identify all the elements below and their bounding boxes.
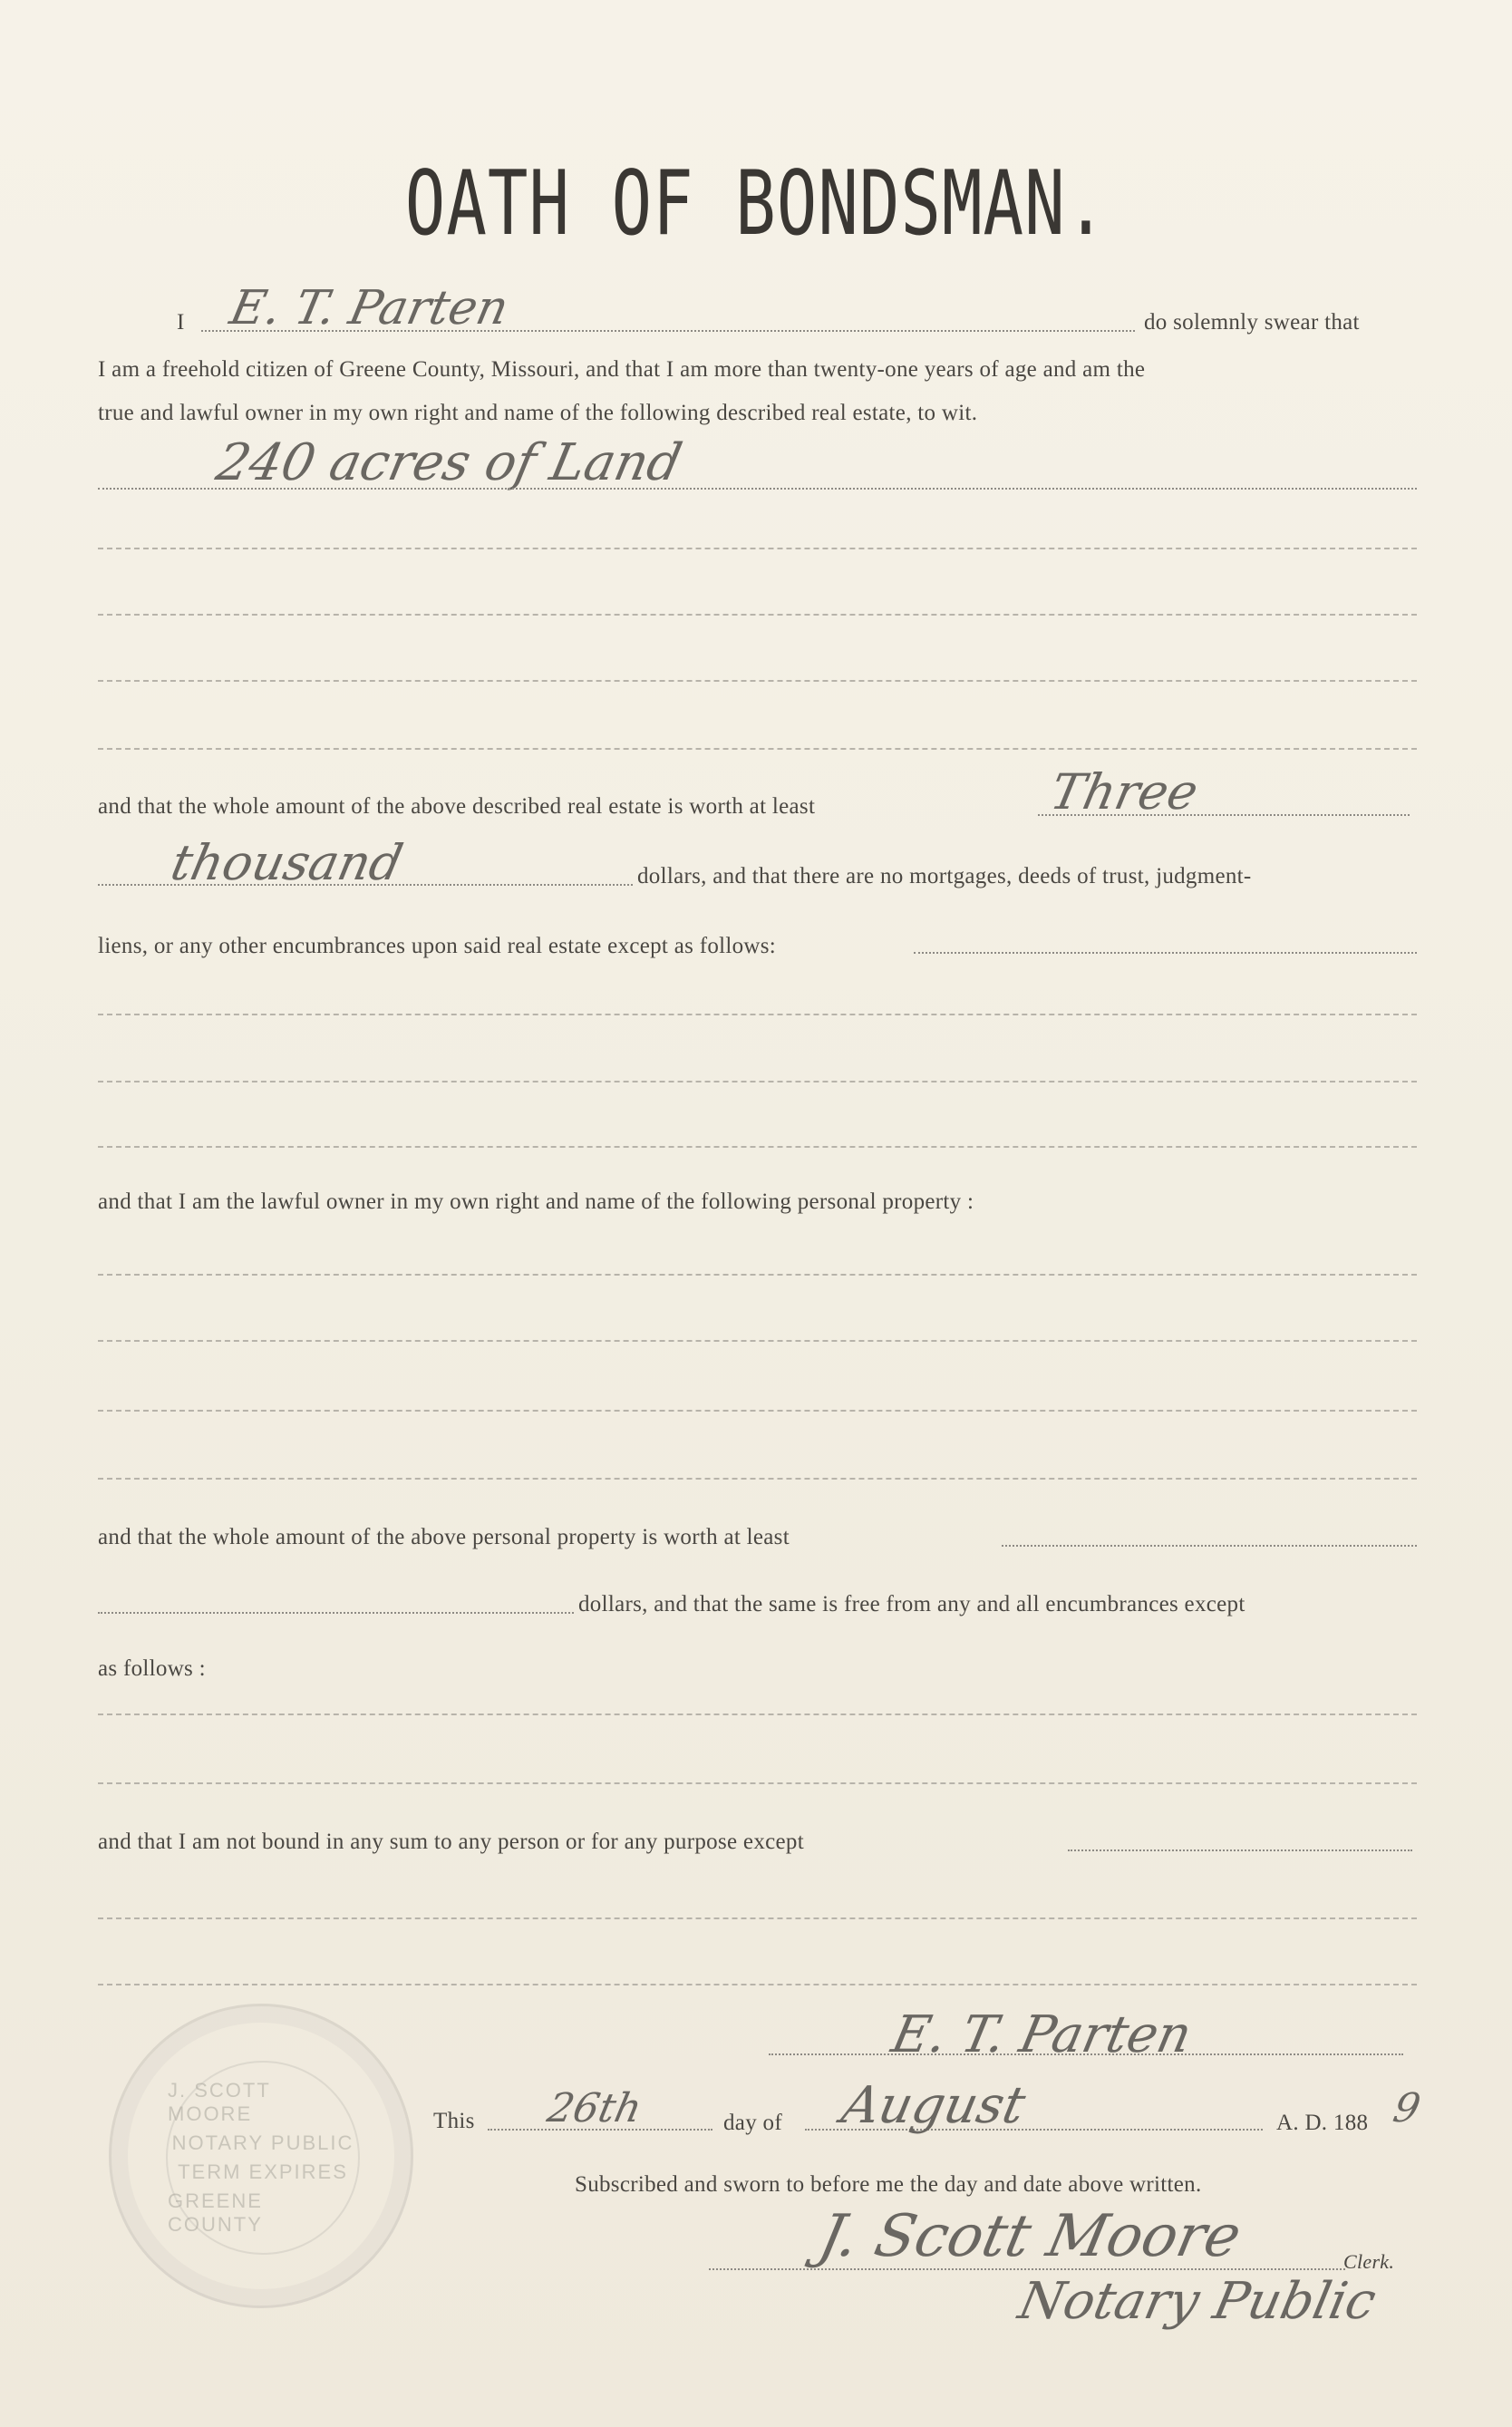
not-bound-rule-3: [98, 1984, 1417, 1985]
document-title: [0, 152, 1512, 256]
personal-rule-2: [98, 1340, 1417, 1342]
as-follows-rule-2: [98, 1782, 1417, 1784]
text-this: This: [433, 2109, 475, 2133]
hw-year-digit: 9: [1389, 2085, 1425, 2131]
seal-line-3: TERM EXPIRES: [178, 2160, 348, 2183]
real-estate-rule-2: [98, 548, 1417, 549]
text-day-of: day of: [723, 2111, 782, 2135]
text-subscribed: Subscribed and sworn to before me the day and date above written.: [575, 2172, 1202, 2197]
text-dollars-no-mortgages: dollars, and that there are no mortgages, deeds of trust, judgment-: [637, 864, 1252, 888]
document-title-text: OATH OF BONDSMAN.: [404, 152, 1108, 256]
real-estate-rule-3: [98, 614, 1417, 616]
hw-notary: Notary Public: [1013, 2272, 1381, 2331]
personal-rule-3: [98, 1410, 1417, 1412]
seal-line-1: J. SCOTT MOORE: [168, 2079, 271, 2125]
not-bound-rule-2: [98, 1917, 1417, 1919]
personal-rule-1: [98, 1274, 1417, 1276]
text-as-follows: as follows :: [98, 1656, 206, 1681]
liens-rule: [914, 952, 1417, 954]
seal-line-4: GREENE COUNTY: [168, 2189, 263, 2236]
hw-signature: E. T. Parten: [887, 2005, 1197, 2064]
text-personal-property: and that I am the lawful owner in my own right and name of the following personal property :: [98, 1189, 974, 1214]
personal-dollars-rule: [98, 1612, 574, 1614]
hw-clerk-signature: J. Scott Moore: [813, 2203, 1247, 2270]
liens-rule-3: [98, 1081, 1417, 1082]
text-not-bound: and that I am not bound in any sum to any person or for any purpose except: [98, 1830, 804, 1854]
not-bound-rule: [1068, 1849, 1412, 1851]
notary-seal-inner: [166, 2061, 360, 2255]
text-worth-at-least: and that the whole amount of the above described real estate is worth at least: [98, 794, 816, 819]
hw-name: E. T. Parten: [225, 281, 514, 335]
text-solemnly-swear: do solemnly swear that: [1144, 310, 1360, 335]
text-personal-dollars: dollars, and that the same is free from any and all encumbrances except: [578, 1592, 1245, 1616]
real-estate-rule-4: [98, 680, 1417, 682]
real-estate-rule-1: [98, 488, 1417, 490]
liens-rule-4: [98, 1146, 1417, 1148]
hw-amount-1: Three: [1045, 763, 1204, 820]
hw-month: August: [837, 2076, 1031, 2135]
real-estate-rule-5: [98, 748, 1417, 750]
text-ad: A. D. 188: [1276, 2111, 1369, 2135]
text-liens: liens, or any other encumbrances upon said real estate except as follows:: [98, 934, 777, 958]
seal-line-2: NOTARY PUBLIC: [171, 2131, 354, 2154]
text-i: I: [177, 310, 185, 335]
hw-day: 26th: [543, 2085, 646, 2131]
personal-rule-4: [98, 1478, 1417, 1480]
as-follows-rule-1: [98, 1713, 1417, 1715]
text-freehold: I am a freehold citizen of Greene County, Missouri, and that I am more than twenty-one years of age and am the: [98, 357, 1146, 382]
text-clerk: Clerk.: [1343, 2250, 1395, 2273]
hw-amount-2: thousand: [166, 834, 408, 891]
hw-real-estate: 240 acres of Land: [211, 433, 687, 492]
text-personal-worth: and that the whole amount of the above personal property is worth at least: [98, 1525, 790, 1549]
liens-rule-2: [98, 1014, 1417, 1015]
personal-worth-rule: [1002, 1545, 1417, 1547]
text-true-lawful: true and lawful owner in my own right and name of the following described real estate, to wit.: [98, 401, 978, 425]
notary-seal: [109, 2004, 413, 2308]
